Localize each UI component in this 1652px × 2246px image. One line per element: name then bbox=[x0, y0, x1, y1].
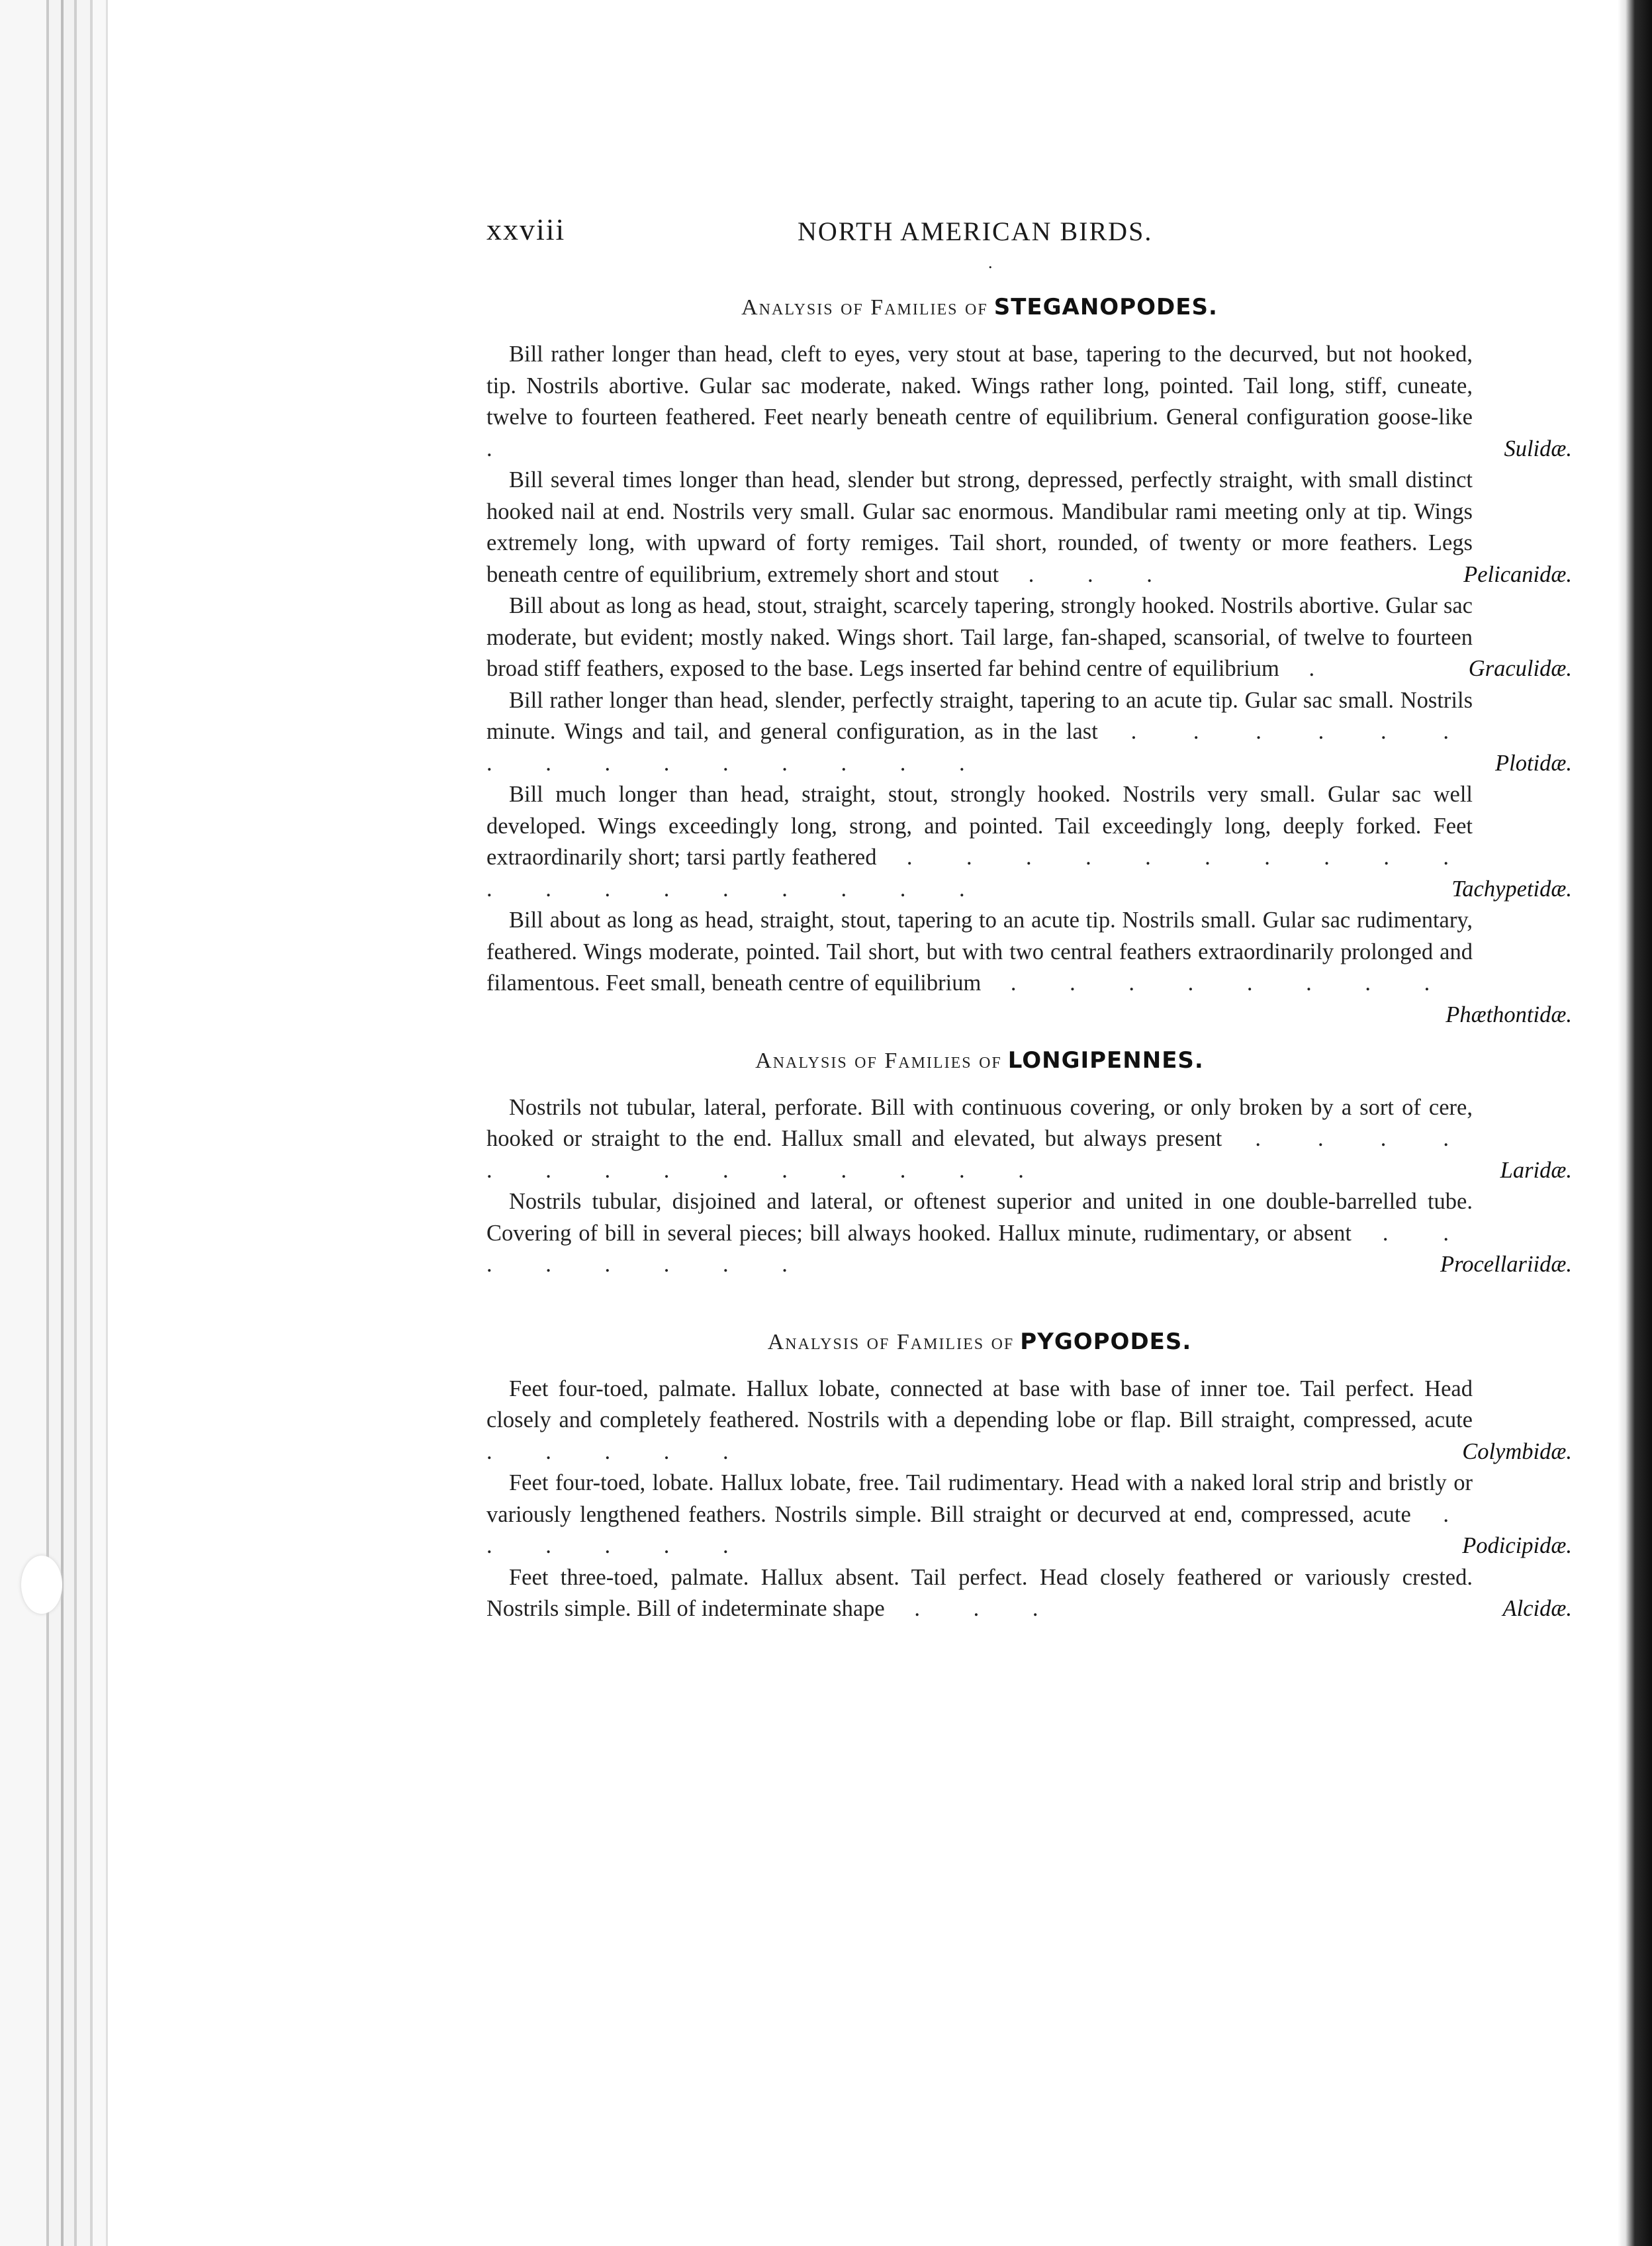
family-name: Alcidæ. bbox=[1502, 1596, 1572, 1621]
punch-hole bbox=[21, 1556, 62, 1614]
leader-dots: . . . . . . bbox=[486, 1501, 1473, 1558]
family-name: Colymbidæ. bbox=[1462, 1438, 1572, 1464]
family-entry bbox=[486, 779, 1572, 905]
entry-text: Bill rather longer than head, slender, perfectly straight, tapering to an acute tip. Gular sac small. Nostrils minute. Wings and tail, and general configuration, as in the last bbox=[486, 687, 1473, 744]
running-head: NORTH AMERICAN BIRDS. bbox=[798, 216, 1153, 246]
family-entry bbox=[486, 465, 1572, 590]
family-entry bbox=[486, 339, 1572, 465]
page-number: xxviii bbox=[486, 212, 566, 246]
family-name: Laridæ. bbox=[1500, 1157, 1572, 1183]
entry-text: Nostrils not tubular, lateral, perforate. Bill with continuous covering, or only broken by a sort of cere, hooked or straight to the end. Hallux small and elevated, but always present bbox=[486, 1094, 1473, 1151]
family-name: Podicipidæ. bbox=[1462, 1533, 1572, 1558]
section-title-prefix: Analysis of Families of bbox=[755, 1048, 1002, 1073]
section-title bbox=[486, 1329, 1473, 1355]
leader-dots: . bbox=[1279, 656, 1339, 681]
leader-dots: . . . . . . . . . . . . . . . bbox=[486, 719, 1473, 776]
entry-text: Nostrils tubular, disjoined and lateral, or oftenest superior and united in one double-barrelled tube. Covering of bill in several pieces; bill always hooked. Hallux minute, rudimentary, or absent bbox=[486, 1189, 1473, 1246]
leader-dots: . bbox=[486, 436, 516, 461]
entry-text: Feet four-toed, palmate. Hallux lobate, connected at base with base of inner toe. Tail perfect. Head closely and completely feathered. Nostrils with a depending lobe or flap. Bill straight, compressed, acute bbox=[486, 1376, 1473, 1432]
leader-dots: . . . . . bbox=[486, 1438, 753, 1464]
family-entry bbox=[486, 1092, 1572, 1187]
entry-text: Bill much longer than head, straight, stout, strongly hooked. Nostrils very small. Gular sac well developed. Wings exceedingly long, strong, and pointed. Tail exceedingly long, deeply forked. Feet extraordinarily short; tarsi partly feathered bbox=[486, 782, 1473, 870]
family-name: Graculidæ. bbox=[1468, 656, 1572, 681]
family-name: Plotidæ. bbox=[1495, 750, 1572, 776]
section-title-prefix: Analysis of Families of bbox=[767, 1329, 1015, 1354]
order-name: LONGIPENNES. bbox=[1007, 1047, 1204, 1074]
family-entry bbox=[486, 1468, 1572, 1562]
leader-dots: . . . bbox=[884, 1596, 1062, 1621]
family-entry bbox=[486, 1186, 1572, 1281]
header-ornament: . bbox=[988, 253, 993, 272]
family-name: Sulidæ. bbox=[1504, 436, 1572, 461]
section-longipennes bbox=[486, 1047, 1572, 1281]
order-name: STEGANOPODES. bbox=[993, 294, 1218, 320]
section-title-prefix: Analysis of Families of bbox=[741, 295, 988, 320]
family-entry bbox=[486, 905, 1572, 1027]
family-name: Procellariidæ. bbox=[1440, 1252, 1572, 1277]
section-steganopodes bbox=[486, 294, 1572, 1027]
leader-dots: . . . . . . . . bbox=[981, 970, 1454, 996]
family-entry bbox=[486, 685, 1572, 780]
family-name: Tachypetidæ. bbox=[1451, 876, 1572, 902]
entry-text: Bill about as long as head, stout, straight, scarcely tapering, strongly hooked. Nostrils abortive. Gular sac moderate, but evident; mostly naked. Wings short. Tail large, fan-shaped, scansorial, of twelve to fourteen broad stiff feathers, exposed to the base. Legs inserted far behind centre of equilibrium bbox=[486, 593, 1473, 681]
entry-text: Feet four-toed, lobate. Hallux lobate, free. Tail rudimentary. Head with a naked loral strip and bristly or variously lengthened feathers. Nostrils simple. Bill straight or decurved at end, compressed, acute bbox=[486, 1470, 1473, 1527]
leader-dots: . . . . . . . . . . . . . . bbox=[486, 1126, 1473, 1183]
family-name: Phæthontidæ. bbox=[1446, 1002, 1572, 1027]
entry-text: Bill rather longer than head, cleft to eyes, very stout at base, tapering to the decurved, but not hooked, tip. Nostrils abortive. Gular sac moderate, naked. Wings rather long, pointed. Tail long, stiff, cuneate, twelve to fourteen feathered. Feet nearly beneath centre of equilibrium. General configuration goose-like bbox=[486, 342, 1473, 430]
page-header bbox=[486, 212, 1473, 272]
section-title bbox=[486, 1047, 1473, 1074]
section-title bbox=[486, 294, 1473, 320]
family-name: Pelicanidæ. bbox=[1463, 561, 1572, 587]
book-page bbox=[486, 212, 1572, 1625]
family-entry bbox=[486, 1374, 1572, 1468]
right-page-edge bbox=[1618, 0, 1652, 2246]
order-name: PYGOPODES. bbox=[1020, 1328, 1192, 1355]
family-entry bbox=[486, 1562, 1572, 1625]
entry-text: Bill about as long as head, straight, stout, tapering to an acute tip. Nostrils small. Gular sac rudimentary, feathered. Wings moderate, pointed. Tail short, but with two central feathers extraordinarily prolonged and filamentous. Feet small, beneath centre of equilibrium bbox=[486, 908, 1473, 996]
family-entry bbox=[486, 590, 1572, 685]
leader-dots: . . . . . . . . bbox=[486, 1220, 1473, 1277]
leader-dots: . . . bbox=[999, 561, 1176, 587]
leader-dots: . . . . . . . . . . . . . . . . . . . bbox=[486, 845, 1473, 902]
book-binding-edge bbox=[0, 0, 126, 2246]
section-pygopodes bbox=[486, 1328, 1572, 1625]
entry-text: Feet three-toed, palmate. Hallux absent. Tail perfect. Head closely feathered or variously crested. Nostrils simple. Bill of indeterminate shape bbox=[486, 1564, 1473, 1621]
entry-text: Bill several times longer than head, slender but strong, depressed, perfectly straight, with small distinct hooked nail at end. Nostrils very small. Gular sac enormous. Mandibular rami meeting only at tip. Wings extremely long, with upward of forty remiges. Tail short, rounded, of twenty or more feathers. Legs beneath centre of equilibrium, extremely short and stout bbox=[486, 467, 1473, 587]
